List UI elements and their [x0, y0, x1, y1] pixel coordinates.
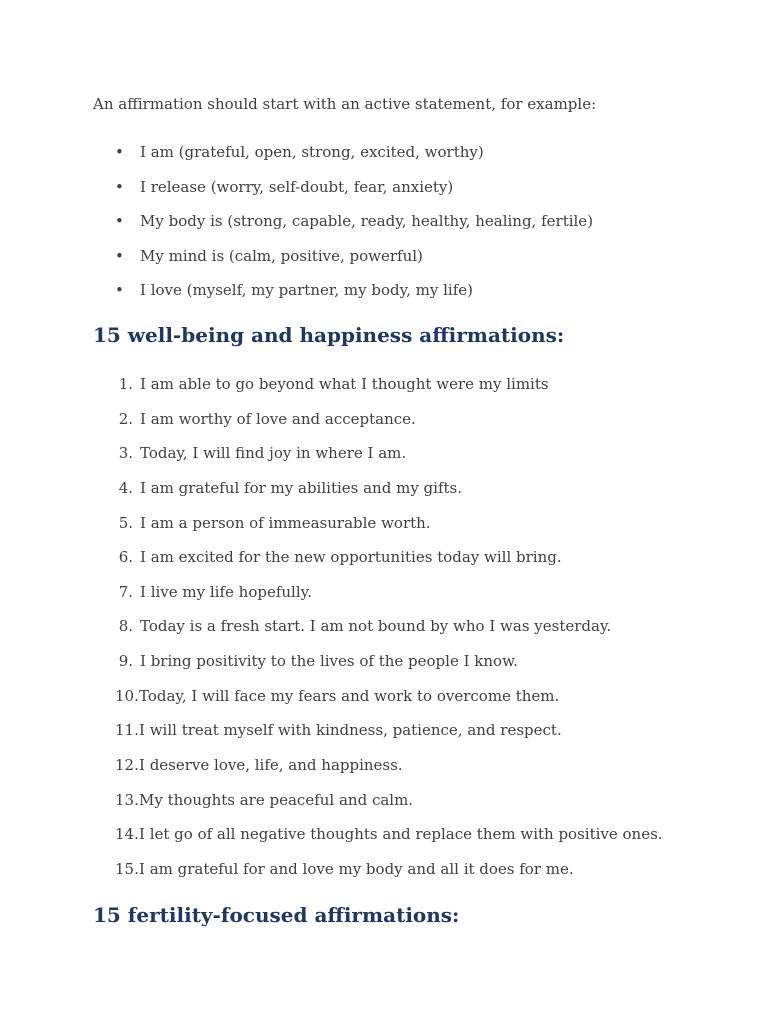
item-number: 1. [118, 375, 133, 393]
list-item-text: I bring positivity to the lives of the people I know. [140, 652, 518, 671]
bullet-icon: • [115, 281, 124, 299]
item-number: 12. [115, 756, 139, 775]
list-item-text: I love (myself, my partner, my body, my life) [140, 281, 473, 299]
list-item-text: I am a person of immeasurable worth. [140, 513, 431, 532]
item-number: 11. [115, 721, 139, 740]
item-number: 3. [118, 444, 133, 463]
item-number: 10. [115, 686, 139, 705]
item-number: 7. [118, 582, 133, 601]
list-item-text: Today is a fresh start. I am not bound by who I was yesterday. [140, 617, 612, 636]
item-number: 13. [115, 790, 139, 809]
list-item-text: Today, I will find joy in where I am. [140, 444, 407, 463]
intro-paragraph: An affirmation should start with an active statement, for example: [93, 95, 597, 113]
list-item-text: I will treat myself with kindness, patience, and respect. [139, 721, 562, 740]
bullet-icon: • [115, 177, 124, 196]
section-heading-wellbeing: 15 well-being and happiness affirmations: [93, 323, 565, 347]
bullet-icon: • [115, 143, 124, 161]
list-item-text: I let go of all negative thoughts and replace them with positive ones. [139, 825, 663, 844]
item-number: 14. [115, 825, 139, 844]
list-item-text: Today, I will face my fears and work to overcome them. [139, 686, 560, 705]
item-number: 15. [115, 859, 139, 878]
list-item-text: I release (worry, self-doubt, fear, anxiety) [140, 177, 454, 196]
list-item-text: I deserve love, life, and happiness. [139, 756, 403, 775]
bullet-icon: • [115, 246, 124, 265]
item-number: 2. [118, 409, 133, 428]
bullet-icon: • [115, 212, 124, 230]
list-item-text: My mind is (calm, positive, powerful) [140, 246, 423, 265]
list-item-text: I am able to go beyond what I thought were my limits [140, 375, 549, 393]
list-item-text: I am grateful for and love my body and all it does for me. [139, 859, 574, 878]
list-item-text: I am worthy of love and acceptance. [140, 409, 416, 428]
item-number: 4. [118, 478, 133, 497]
item-number: 5. [118, 513, 133, 532]
list-item-text: I am (grateful, open, strong, excited, worthy) [140, 143, 484, 161]
list-item-text: I am excited for the new opportunities today will bring. [140, 548, 562, 567]
list-item-text: My body is (strong, capable, ready, healthy, healing, fertile) [140, 212, 594, 230]
section-heading-fertility: 15 fertility-focused affirmations: [93, 903, 460, 927]
item-number: 8. [118, 617, 133, 636]
item-number: 9. [118, 652, 133, 671]
list-item-text: I am grateful for my abilities and my gifts. [140, 478, 463, 497]
item-number: 6. [118, 548, 133, 567]
list-item-text: My thoughts are peaceful and calm. [139, 790, 414, 809]
list-item-text: I live my life hopefully. [140, 582, 312, 601]
